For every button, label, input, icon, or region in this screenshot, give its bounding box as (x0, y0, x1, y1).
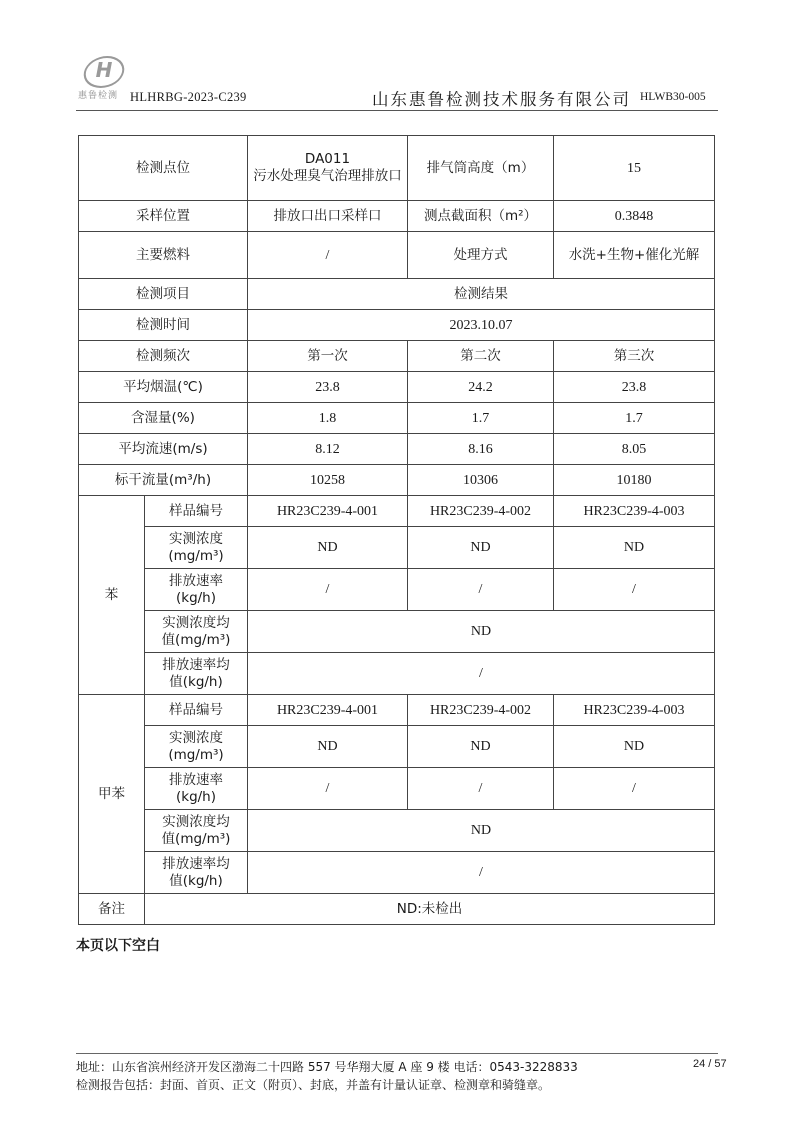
freq-2: 第二次 (408, 341, 554, 372)
report-number: HLHRBG-2023-C239 (130, 90, 247, 104)
table-row (79, 372, 715, 403)
table-row (79, 403, 715, 434)
item-label: 检测项目 (79, 279, 248, 310)
footer-address: 地址：山东省滨州经济开发区渤海二十四路 557 号华翔大厦 A 座 9 楼 电话：0543-3228833 (76, 1060, 578, 1074)
treatment-value: 水洗+生物+催化光解 (554, 232, 715, 279)
point-label: 检测点位 (79, 136, 248, 201)
param-value: 23.8 (554, 372, 715, 403)
param-value: 8.12 (248, 434, 408, 465)
table-row (79, 695, 715, 726)
pollutant-name: 苯 (79, 496, 145, 695)
conc-value: ND (554, 527, 715, 569)
table-row (79, 810, 715, 852)
sample-id: HR23C239-4-001 (248, 496, 408, 527)
avg-rate-value: / (248, 653, 715, 695)
sampling-label: 采样位置 (79, 201, 248, 232)
param-value: 8.05 (554, 434, 715, 465)
param-value: 10258 (248, 465, 408, 496)
param-value: 1.8 (248, 403, 408, 434)
pollutant-name: 甲苯 (79, 695, 145, 894)
company-name: 山东惠鲁检测技术服务有限公司 (372, 90, 631, 109)
param-value: 24.2 (408, 372, 554, 403)
avg-conc-value: ND (248, 810, 715, 852)
param-value: 10306 (408, 465, 554, 496)
sample-id: HR23C239-4-001 (248, 695, 408, 726)
sample-id: HR23C239-4-002 (408, 695, 554, 726)
footer-rule (76, 1053, 718, 1054)
table-row (79, 201, 715, 232)
avg-rate-label: 排放速率均 值(kg/h) (145, 653, 248, 695)
param-value: 8.16 (408, 434, 554, 465)
table-row (79, 768, 715, 810)
conc-value: ND (408, 527, 554, 569)
stack-height-value: 15 (554, 136, 715, 201)
avg-rate-value: / (248, 852, 715, 894)
table-row (79, 852, 715, 894)
rate-label: 排放速率 (kg/h) (145, 569, 248, 611)
param-label: 含湿量(%) (79, 403, 248, 434)
header-rule (76, 110, 718, 111)
table-row (79, 310, 715, 341)
table-row (79, 894, 715, 925)
sampling-value: 排放口出口采样口 (248, 201, 408, 232)
avg-rate-label: 排放速率均 值(kg/h) (145, 852, 248, 894)
conc-value: ND (248, 726, 408, 768)
table-row (79, 611, 715, 653)
table-row (79, 136, 715, 201)
conc-label: 实测浓度 (mg/m³) (145, 527, 248, 569)
rate-value: / (554, 768, 715, 810)
logo-h-mark: H (95, 58, 113, 82)
rate-label: 排放速率 (kg/h) (145, 768, 248, 810)
freq-3: 第三次 (554, 341, 715, 372)
remark-label: 备注 (79, 894, 145, 925)
form-code: HLWB30-005 (640, 91, 706, 103)
point-value (248, 136, 408, 201)
table-row (79, 341, 715, 372)
freq-1: 第一次 (248, 341, 408, 372)
rate-value: / (248, 569, 408, 611)
table-row (79, 569, 715, 611)
param-label: 平均流速(m/s) (79, 434, 248, 465)
result-table (78, 135, 715, 925)
point-value-text: DA011 污水处理臭气治理排放口 (253, 151, 402, 184)
rate-value: / (554, 569, 715, 611)
footer-report-contents: 检测报告包括：封面、首页、正文（附页）、封底，并盖有计量认证章、检测章和骑缝章。 (76, 1078, 551, 1092)
area-label: 测点截面积（m²） (408, 201, 554, 232)
page-header (0, 0, 794, 112)
remark-value: ND:未检出 (145, 894, 715, 925)
table-row (79, 279, 715, 310)
rate-value: / (248, 768, 408, 810)
table-row (79, 465, 715, 496)
sample-label: 样品编号 (145, 695, 248, 726)
logo-text: 惠鲁检测 (78, 91, 119, 101)
table-row (79, 496, 715, 527)
param-value: 1.7 (554, 403, 715, 434)
table-row (79, 232, 715, 279)
sample-id: HR23C239-4-002 (408, 496, 554, 527)
param-value: 10180 (554, 465, 715, 496)
company-logo (78, 56, 126, 102)
table-row (79, 527, 715, 569)
result-label: 检测结果 (248, 279, 715, 310)
sample-label: 样品编号 (145, 496, 248, 527)
param-value: 1.7 (408, 403, 554, 434)
avg-conc-label: 实测浓度均 值(mg/m³) (145, 611, 248, 653)
conc-label: 实测浓度 (mg/m³) (145, 726, 248, 768)
fuel-label: 主要燃料 (79, 232, 248, 279)
area-value: 0.3848 (554, 201, 715, 232)
stack-height-label: 排气筒高度（m） (408, 136, 554, 201)
time-value: 2023.10.07 (248, 310, 715, 341)
table-row (79, 653, 715, 695)
table-row (79, 434, 715, 465)
blank-below-note: 本页以下空白 (76, 938, 160, 954)
treatment-label: 处理方式 (408, 232, 554, 279)
sample-id: HR23C239-4-003 (554, 496, 715, 527)
time-label: 检测时间 (79, 310, 248, 341)
avg-conc-value: ND (248, 611, 715, 653)
freq-label: 检测频次 (79, 341, 248, 372)
avg-conc-label: 实测浓度均 值(mg/m³) (145, 810, 248, 852)
fuel-value: / (248, 232, 408, 279)
rate-value: / (408, 768, 554, 810)
table-row (79, 726, 715, 768)
conc-value: ND (248, 527, 408, 569)
sample-id: HR23C239-4-003 (554, 695, 715, 726)
param-value: 23.8 (248, 372, 408, 403)
conc-value: ND (554, 726, 715, 768)
conc-value: ND (408, 726, 554, 768)
param-label: 平均烟温(℃) (79, 372, 248, 403)
param-label: 标干流量(m³/h) (79, 465, 248, 496)
page-number: 24 / 57 (693, 1058, 727, 1070)
rate-value: / (408, 569, 554, 611)
